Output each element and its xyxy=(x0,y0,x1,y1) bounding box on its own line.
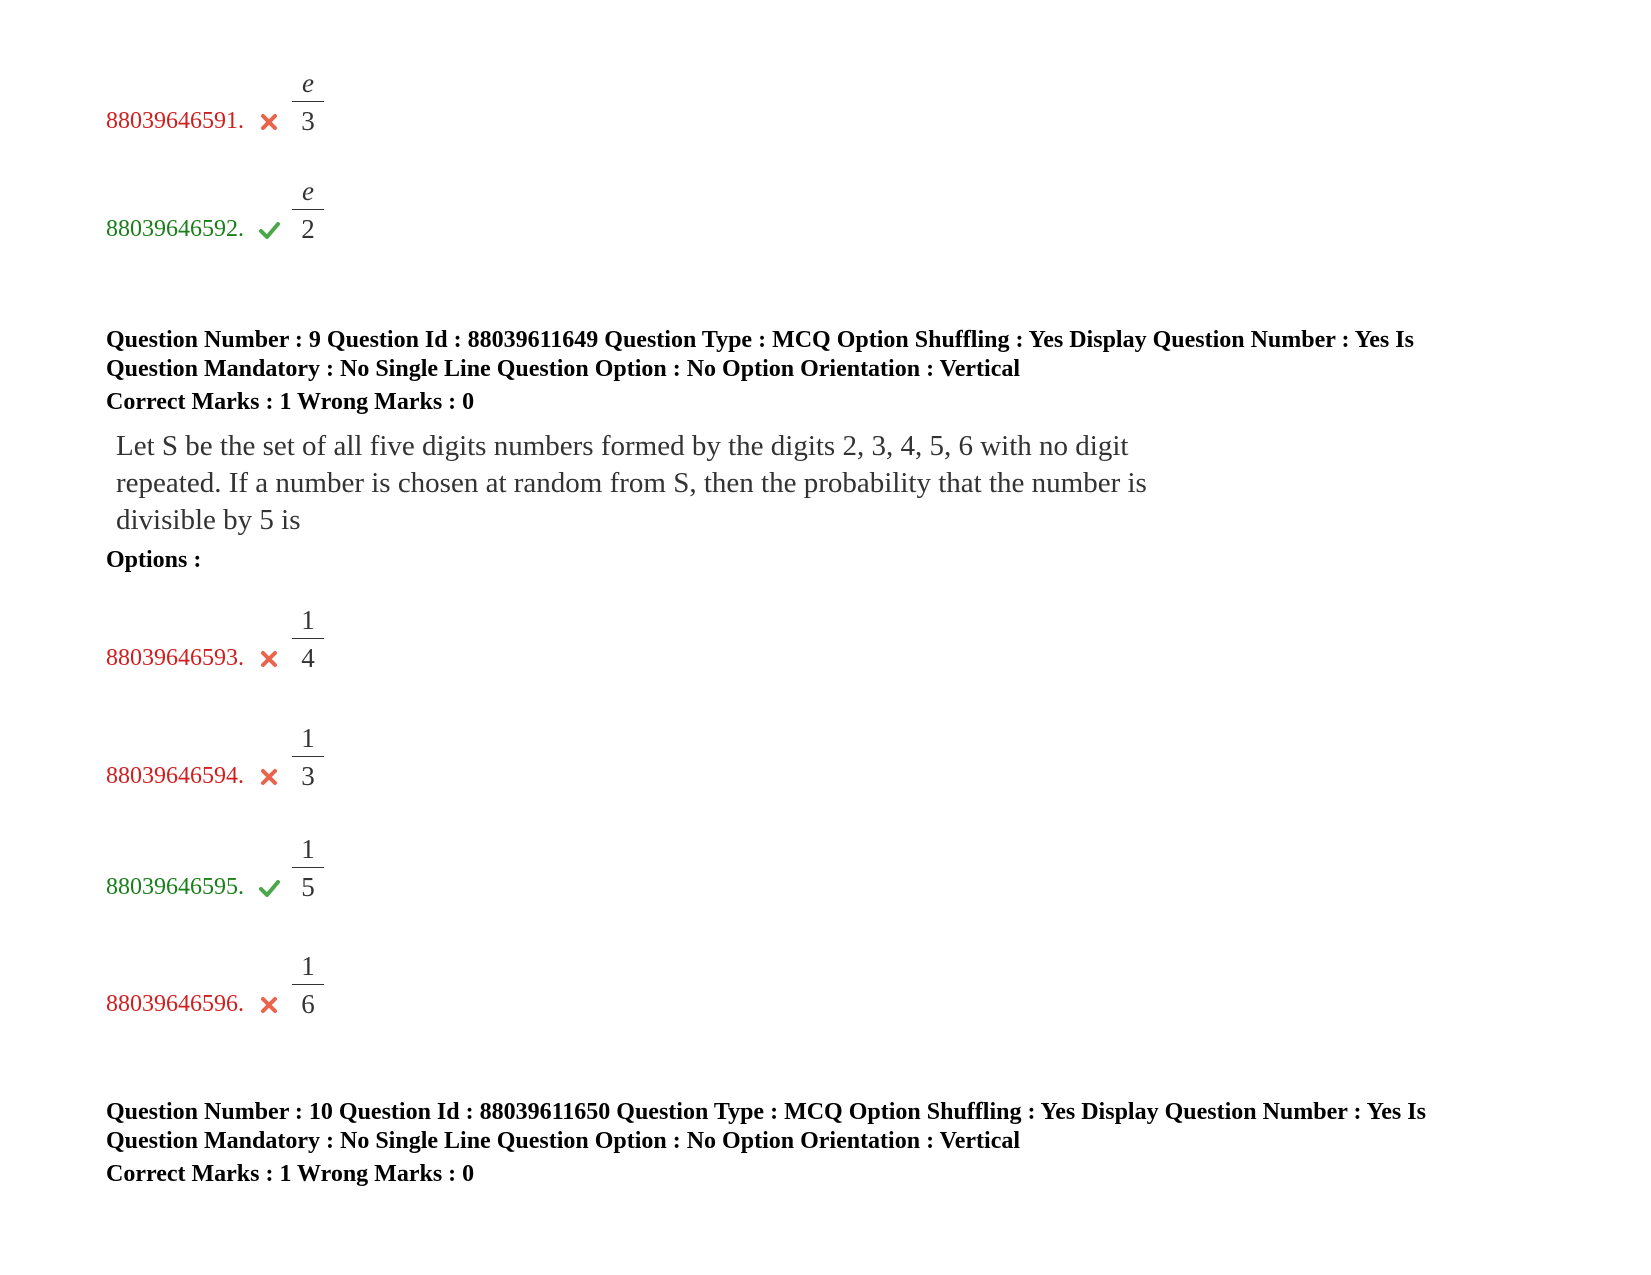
option-row xyxy=(106,163,506,243)
cross-icon xyxy=(258,111,280,133)
fraction-denominator: 6 xyxy=(301,989,315,1019)
option-row xyxy=(106,938,506,1018)
option-id: 88039646595. xyxy=(106,874,244,900)
fraction-denominator: 3 xyxy=(301,106,315,136)
option-fraction xyxy=(294,953,322,1018)
cross-icon xyxy=(258,648,280,670)
option-id: 88039646592. xyxy=(106,216,244,242)
option-id: 88039646594. xyxy=(106,763,244,789)
question-text-line: repeated. If a number is chosen at random from S, then the probability that the number is xyxy=(116,467,1147,499)
fraction-numerator: 1 xyxy=(301,723,315,753)
fraction-numerator: 1 xyxy=(301,951,315,981)
fraction-numerator: e xyxy=(302,68,314,98)
option-fraction xyxy=(294,607,322,672)
fraction-denominator: 5 xyxy=(301,872,315,902)
fraction-denominator: 2 xyxy=(301,214,315,244)
cross-icon xyxy=(258,766,280,788)
option-row xyxy=(106,821,506,901)
cross-icon xyxy=(258,994,280,1016)
question-text-line: Let S be the set of all five digits numbers formed by the digits 2, 3, 4, 5, 6 with no digit xyxy=(116,430,1129,462)
question-10-meta xyxy=(106,1098,1546,1156)
question-10-marks: Correct Marks : 1 Wrong Marks : 0 xyxy=(106,1161,475,1187)
option-id: 88039646591. xyxy=(106,108,244,134)
options-label: Options : xyxy=(106,547,202,573)
option-fraction xyxy=(294,70,322,135)
check-icon xyxy=(258,877,280,899)
fraction-numerator: 1 xyxy=(301,605,315,635)
fraction-denominator: 3 xyxy=(301,761,315,791)
fraction-numerator: e xyxy=(302,176,314,206)
question-meta-line: Question Mandatory : No Single Line Question Option : No Option Orientation : Vertical xyxy=(106,1128,1021,1154)
question-meta-line: Question Number : 9 Question Id : 88039611649 Question Type : MCQ Option Shuffling : Yes Display Question Number : Yes Is xyxy=(106,327,1414,353)
option-id: 88039646593. xyxy=(106,645,244,671)
question-9-meta xyxy=(106,326,1546,384)
option-fraction xyxy=(294,725,322,790)
fraction-numerator: 1 xyxy=(301,834,315,864)
option-id: 88039646596. xyxy=(106,991,244,1017)
question-meta-line: Question Mandatory : No Single Line Question Option : No Option Orientation : Vertical xyxy=(106,356,1021,382)
option-row xyxy=(106,710,506,790)
option-fraction xyxy=(294,178,322,243)
question-meta-line: Question Number : 10 Question Id : 88039611650 Question Type : MCQ Option Shuffling : Yes Display Question Number : Yes Is xyxy=(106,1099,1426,1125)
option-row xyxy=(106,55,506,135)
option-row xyxy=(106,592,506,672)
fraction-denominator: 4 xyxy=(301,643,315,673)
question-text-line: divisible by 5 is xyxy=(116,504,301,536)
question-9-text xyxy=(116,428,1276,539)
check-icon xyxy=(258,219,280,241)
question-9-marks: Correct Marks : 1 Wrong Marks : 0 xyxy=(106,389,475,415)
option-fraction xyxy=(294,836,322,901)
